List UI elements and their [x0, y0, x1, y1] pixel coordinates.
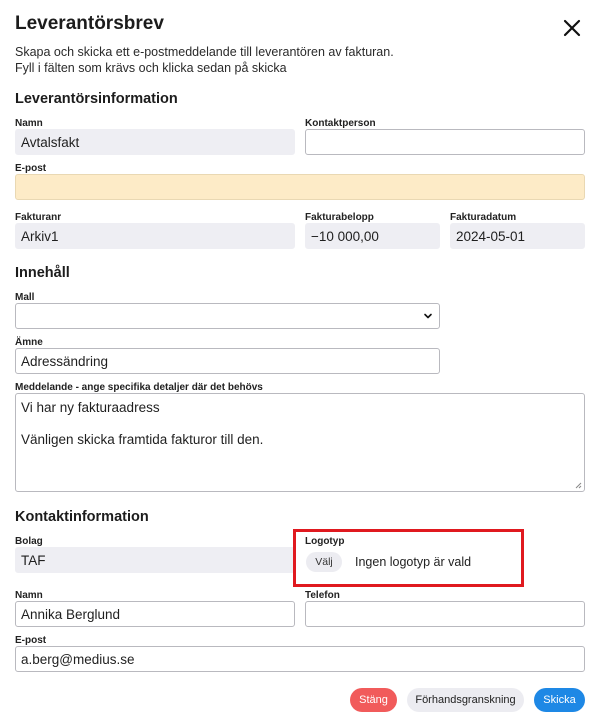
message-label: Meddelande - ange specifika detaljer där det behövs: [15, 382, 263, 393]
invoice-amount-label: Fakturabelopp: [305, 212, 374, 223]
supplier-name-label: Namn: [15, 118, 43, 129]
preview-button[interactable]: Förhandsgranskning: [407, 688, 524, 712]
template-label: Mall: [15, 292, 35, 303]
invoice-number-field: Arkiv1: [15, 223, 295, 249]
send-button[interactable]: Skicka: [534, 688, 585, 712]
contact-person-label: Kontaktperson: [305, 118, 376, 129]
logo-label: Logotyp: [305, 536, 345, 547]
invoice-date-field: 2024-05-01: [450, 223, 585, 249]
contact-name-label: Namn: [15, 590, 43, 601]
section-heading-contact: Kontaktinformation: [15, 509, 149, 525]
dialog-title: Leverantörsbrev: [15, 13, 164, 34]
choose-logo-button[interactable]: Välj: [306, 552, 342, 572]
supplier-email-label: E-post: [15, 163, 47, 174]
contact-email-label: E-post: [15, 635, 47, 646]
section-heading-supplier: Leverantörsinformation: [15, 91, 178, 107]
section-heading-content: Innehåll: [15, 265, 70, 281]
company-field: TAF: [15, 547, 295, 573]
message-line: [21, 416, 579, 432]
invoice-amount-field: −10 000,00: [305, 223, 440, 249]
message-line: Vi har ny fakturaadress: [21, 400, 160, 415]
close-button[interactable]: Stäng: [350, 688, 397, 712]
invoice-date-label: Fakturadatum: [450, 212, 517, 223]
phone-label: Telefon: [305, 590, 340, 601]
supplier-name-field: Avtalsfakt: [15, 129, 295, 155]
phone-input[interactable]: [305, 601, 585, 627]
close-icon[interactable]: [561, 17, 583, 39]
invoice-number-label: Fakturanr: [15, 212, 62, 223]
contact-email-input[interactable]: a.berg@medius.se: [15, 646, 585, 672]
chevron-down-icon: [423, 311, 433, 321]
message-textarea[interactable]: [15, 393, 585, 492]
company-label: Bolag: [15, 536, 43, 547]
dialog-description-line-2: Fyll i fälten som krävs och klicka sedan på skicka: [15, 61, 287, 75]
template-select[interactable]: [15, 303, 440, 329]
message-line: Vänligen skicka framtida fakturor till den.: [21, 432, 264, 447]
subject-label: Ämne: [15, 337, 43, 348]
resize-handle-icon[interactable]: [574, 481, 582, 489]
supplier-email-input[interactable]: [15, 174, 585, 200]
logo-status-text: Ingen logotyp är vald: [355, 555, 472, 569]
contact-name-input[interactable]: Annika Berglund: [15, 601, 295, 627]
subject-input[interactable]: Adressändring: [15, 348, 440, 374]
contact-person-input[interactable]: [305, 129, 585, 155]
dialog-description-line-1: Skapa och skicka ett e-postmeddelande till leverantören av fakturan.: [15, 45, 394, 59]
